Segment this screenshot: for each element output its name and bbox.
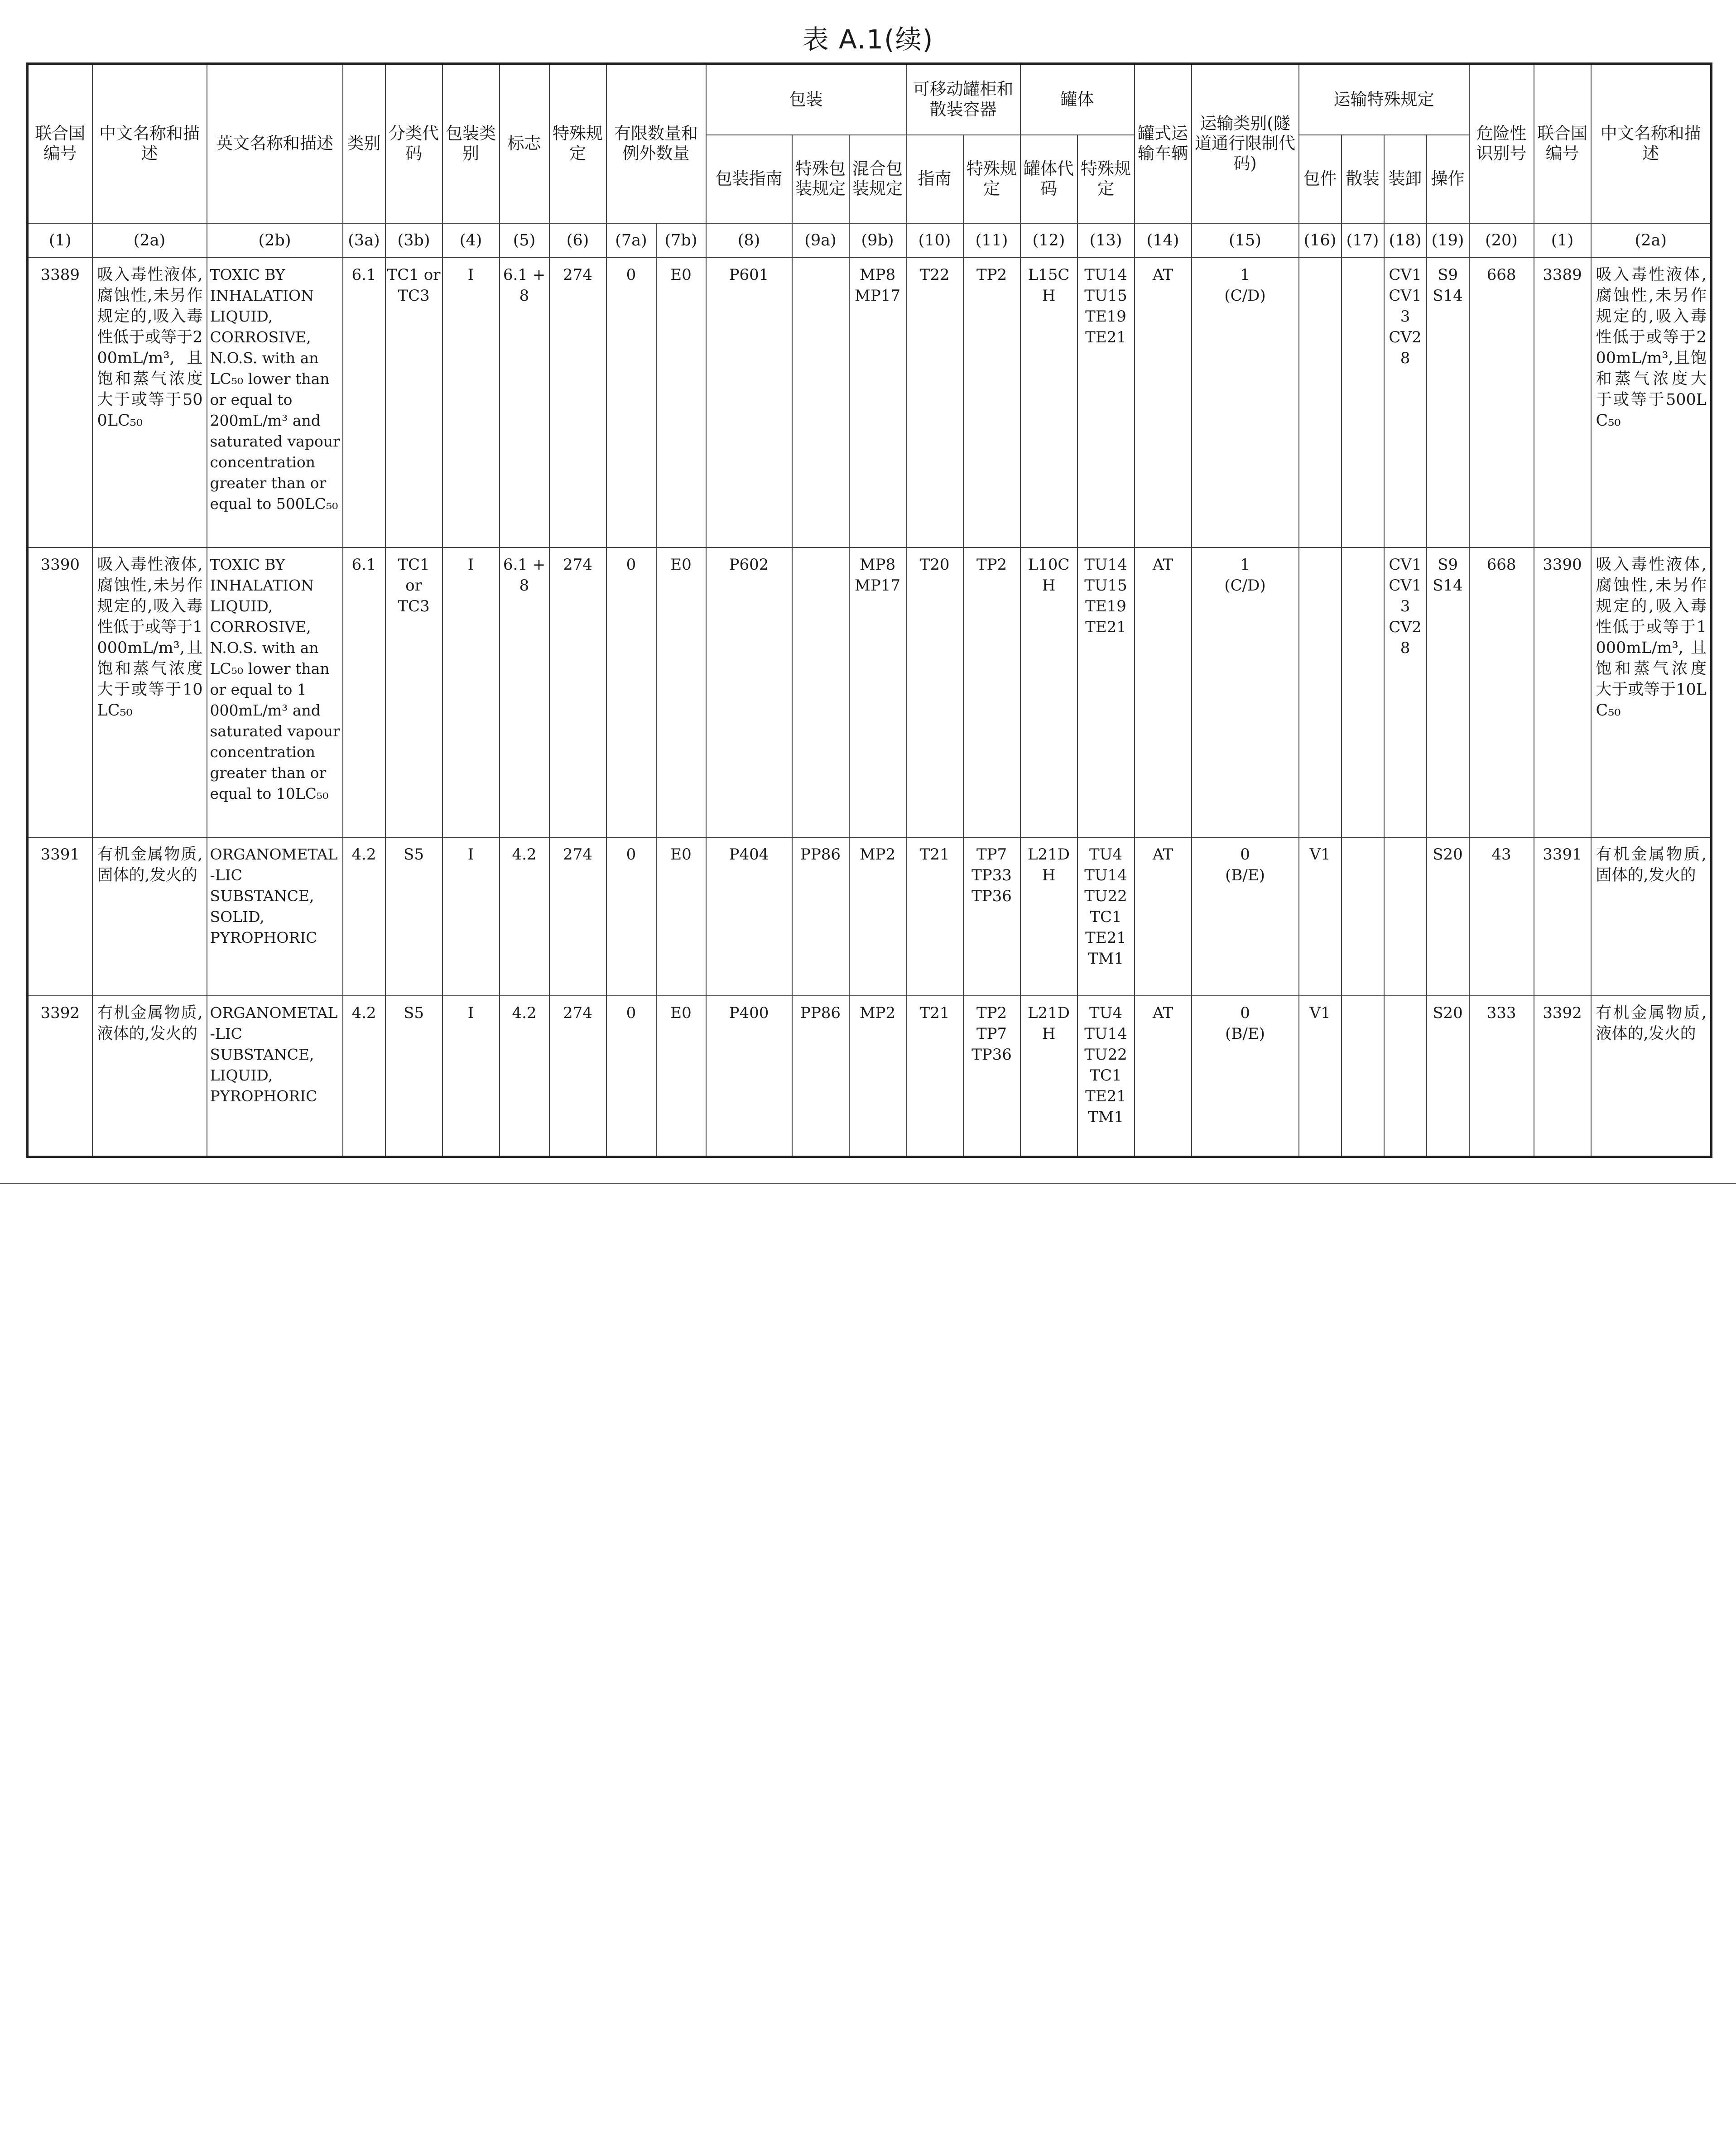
column-number: (2b) <box>207 223 343 258</box>
column-number: (7a) <box>606 223 656 258</box>
column-number: (5) <box>500 223 549 258</box>
column-number: (1) <box>1534 223 1591 258</box>
cell-name-cn-2: 有机金属物质,固体的,发火的 <box>1591 837 1712 996</box>
cell-name-en: TOXIC BY INHALATION LIQUID, CORROSIVE, N.O.S. with an LC₅₀ lower than or equal to 200mL/m³ and saturated vapour concentration greater than or equal to 500LC₅₀ <box>207 258 343 547</box>
cell-un-no-2: 3390 <box>1534 547 1591 837</box>
column-number: (1) <box>28 223 92 258</box>
header-portable-tanks: 可移动罐柜和散装容器 <box>906 64 1020 135</box>
cell-name-cn-2: 有机金属物质,液体的,发火的 <box>1591 996 1712 1157</box>
header-un-no-2: 联合国编号 <box>1534 64 1591 223</box>
column-number: (9b) <box>849 223 906 258</box>
cell-tank-code: L21DH <box>1020 837 1077 996</box>
cell-transport-category: 0 (B/E) <box>1192 837 1299 996</box>
cell-hazard-id: 43 <box>1469 837 1534 996</box>
cell-un-no-2: 3391 <box>1534 837 1591 996</box>
cell-packing-group: I <box>442 547 500 837</box>
column-number: (17) <box>1342 223 1384 258</box>
cell-class: 4.2 <box>343 996 385 1157</box>
header-special-provisions: 特殊规定 <box>549 64 606 223</box>
column-number: (13) <box>1077 223 1135 258</box>
cell-special-provisions: 274 <box>549 837 606 996</box>
cell-bulk <box>1342 837 1384 996</box>
cell-pt-instructions: T20 <box>906 547 963 837</box>
page-divider-line <box>0 1183 1736 1184</box>
column-number: (10) <box>906 223 963 258</box>
cell-tank-special: TU4 TU14 TU22 TC1 TE21 TM1 <box>1077 837 1135 996</box>
cell-packages: V1 <box>1299 837 1342 996</box>
cell-pt-special: TP2 <box>963 258 1020 547</box>
column-number: (11) <box>963 223 1020 258</box>
cell-name-cn: 吸入毒性液体,腐蚀性,未另作规定的,吸入毒性低于或等于200mL/m³,且饱和蒸气浓度大于或等于500LC₅₀ <box>92 258 207 547</box>
column-number: (4) <box>442 223 500 258</box>
header-special-packing: 特殊包装规定 <box>792 135 849 223</box>
cell-limited-quantity: 0 <box>606 547 656 837</box>
cell-special-provisions: 274 <box>549 996 606 1157</box>
cell-name-cn: 吸入毒性液体,腐蚀性,未另作规定的,吸入毒性低于或等于1 000mL/m³,且饱和蒸气浓度大于或等于10LC₅₀ <box>92 547 207 837</box>
cell-un-no: 3390 <box>28 547 92 837</box>
cell-class-code: S5 <box>385 837 442 996</box>
header-tank-special: 特殊规定 <box>1077 135 1135 223</box>
header-transport-special: 运输特殊规定 <box>1299 64 1469 135</box>
dangerous-goods-table <box>26 62 1712 1158</box>
cell-class-code: TC1 or TC3 <box>385 547 442 837</box>
cell-mixed-packing: MP8 MP17 <box>849 547 906 837</box>
column-number: (14) <box>1135 223 1192 258</box>
column-number: (2a) <box>92 223 207 258</box>
column-number: (2a) <box>1591 223 1712 258</box>
cell-tank-code: L10CH <box>1020 547 1077 837</box>
column-number: (16) <box>1299 223 1342 258</box>
cell-tank-code: L21DH <box>1020 996 1077 1157</box>
cell-class-code: TC1 or TC3 <box>385 258 442 547</box>
cell-loading <box>1384 837 1427 996</box>
table-row <box>28 547 1712 837</box>
column-number: (15) <box>1192 223 1299 258</box>
cell-class: 6.1 <box>343 258 385 547</box>
cell-special-provisions: 274 <box>549 258 606 547</box>
column-number: (20) <box>1469 223 1534 258</box>
cell-bulk <box>1342 996 1384 1157</box>
table-row <box>28 996 1712 1157</box>
cell-packages: V1 <box>1299 996 1342 1157</box>
column-number: (8) <box>706 223 792 258</box>
cell-vehicle: AT <box>1135 547 1192 837</box>
cell-special-provisions: 274 <box>549 547 606 837</box>
cell-name-en: TOXIC BY INHALATION LIQUID, CORROSIVE, N.O.S. with an LC₅₀ lower than or equal to 1 000mL/m³ and saturated vapour concentration greater than or equal to 10LC₅₀ <box>207 547 343 837</box>
cell-class-code: S5 <box>385 996 442 1157</box>
cell-special-packing: PP86 <box>792 996 849 1157</box>
cell-vehicle: AT <box>1135 258 1192 547</box>
cell-loading <box>1384 996 1427 1157</box>
cell-name-en: ORGANOMETAL-LIC SUBSTANCE, SOLID, PYROPHORIC <box>207 837 343 996</box>
cell-limited-quantity: 0 <box>606 258 656 547</box>
cell-tank-special: TU14 TU15 TE19 TE21 <box>1077 547 1135 837</box>
column-number: (19) <box>1427 223 1469 258</box>
column-number: (3a) <box>343 223 385 258</box>
column-number: (9a) <box>792 223 849 258</box>
table-row <box>28 258 1712 547</box>
cell-labels: 4.2 <box>500 996 549 1157</box>
column-number: (7b) <box>656 223 706 258</box>
cell-pt-instructions: T21 <box>906 837 963 996</box>
cell-excepted-quantity: E0 <box>656 547 706 837</box>
header-name-en: 英文名称和描述 <box>207 64 343 223</box>
cell-operation: S20 <box>1427 996 1469 1157</box>
cell-packing-group: I <box>442 258 500 547</box>
cell-packing-instructions: P400 <box>706 996 792 1157</box>
cell-labels: 4.2 <box>500 837 549 996</box>
cell-vehicle: AT <box>1135 996 1192 1157</box>
header-tank: 罐体 <box>1020 64 1135 135</box>
header-class-code: 分类代码 <box>385 64 442 223</box>
cell-packing-group: I <box>442 837 500 996</box>
cell-packages <box>1299 547 1342 837</box>
column-number: (12) <box>1020 223 1077 258</box>
cell-tank-special: TU14 TU15 TE19 TE21 <box>1077 258 1135 547</box>
table-title: 表 A.1(续) <box>802 24 934 55</box>
column-number-row <box>28 223 1712 258</box>
cell-name-en: ORGANOMETAL-LIC SUBSTANCE, LIQUID, PYROPHORIC <box>207 996 343 1157</box>
cell-hazard-id: 333 <box>1469 996 1534 1157</box>
cell-hazard-id: 668 <box>1469 547 1534 837</box>
cell-mixed-packing: MP2 <box>849 837 906 996</box>
header-bulk: 散装 <box>1342 135 1384 223</box>
header-limited-excepted: 有限数量和例外数量 <box>606 64 706 223</box>
cell-operation: S20 <box>1427 837 1469 996</box>
table-row <box>28 837 1712 996</box>
cell-packages <box>1299 258 1342 547</box>
header-operation: 操作 <box>1427 135 1469 223</box>
cell-tank-special: TU4 TU14 TU22 TC1 TE21 TM1 <box>1077 996 1135 1157</box>
cell-special-packing <box>792 547 849 837</box>
cell-packing-instructions: P602 <box>706 547 792 837</box>
cell-pt-special: TP7 TP33 TP36 <box>963 837 1020 996</box>
cell-name-cn-2: 吸入毒性液体,腐蚀性,未另作规定的,吸入毒性低于或等于1 000mL/m³,且饱和蒸气浓度大于或等于10LC₅₀ <box>1591 547 1712 837</box>
header-transport-category: 运输类别(隧道通行限制代码) <box>1192 64 1299 223</box>
header-tank-code: 罐体代码 <box>1020 135 1077 223</box>
header-name-cn-2: 中文名称和描述 <box>1591 64 1712 223</box>
cell-excepted-quantity: E0 <box>656 258 706 547</box>
cell-transport-category: 1 (C/D) <box>1192 547 1299 837</box>
cell-class: 6.1 <box>343 547 385 837</box>
cell-un-no-2: 3389 <box>1534 258 1591 547</box>
cell-limited-quantity: 0 <box>606 996 656 1157</box>
cell-name-cn: 有机金属物质,液体的,发火的 <box>92 996 207 1157</box>
cell-pt-special: TP2 <box>963 547 1020 837</box>
header-class: 类别 <box>343 64 385 223</box>
cell-packing-group: I <box>442 996 500 1157</box>
cell-operation: S9 S14 <box>1427 258 1469 547</box>
cell-excepted-quantity: E0 <box>656 837 706 996</box>
cell-name-cn-2: 吸入毒性液体,腐蚀性,未另作规定的,吸入毒性低于或等于200mL/m³,且饱和蒸气浓度大于或等于500LC₅₀ <box>1591 258 1712 547</box>
cell-un-no: 3389 <box>28 258 92 547</box>
cell-un-no: 3391 <box>28 837 92 996</box>
column-number: (6) <box>549 223 606 258</box>
header-row-1 <box>28 64 1712 135</box>
cell-hazard-id: 668 <box>1469 258 1534 547</box>
column-number: (18) <box>1384 223 1427 258</box>
header-name-cn: 中文名称和描述 <box>92 64 207 223</box>
cell-bulk <box>1342 258 1384 547</box>
cell-un-no: 3392 <box>28 996 92 1157</box>
header-packing-instructions: 包装指南 <box>706 135 792 223</box>
cell-loading: CV1 CV13 CV28 <box>1384 547 1427 837</box>
cell-pt-instructions: T22 <box>906 258 963 547</box>
header-hazard-id: 危险性识别号 <box>1469 64 1534 223</box>
header-vehicle: 罐式运输车辆 <box>1135 64 1192 223</box>
header-packaging: 包装 <box>706 64 906 135</box>
header-labels: 标志 <box>500 64 549 223</box>
cell-un-no-2: 3392 <box>1534 996 1591 1157</box>
cell-pt-instructions: T21 <box>906 996 963 1157</box>
cell-transport-category: 0 (B/E) <box>1192 996 1299 1157</box>
cell-class: 4.2 <box>343 837 385 996</box>
header-pt-special: 特殊规定 <box>963 135 1020 223</box>
column-number: (3b) <box>385 223 442 258</box>
cell-mixed-packing: MP8 MP17 <box>849 258 906 547</box>
cell-excepted-quantity: E0 <box>656 996 706 1157</box>
cell-limited-quantity: 0 <box>606 837 656 996</box>
header-packages: 包件 <box>1299 135 1342 223</box>
cell-vehicle: AT <box>1135 837 1192 996</box>
header-mixed-packing: 混合包装规定 <box>849 135 906 223</box>
header-pt-instructions: 指南 <box>906 135 963 223</box>
cell-tank-code: L15CH <box>1020 258 1077 547</box>
cell-transport-category: 1 (C/D) <box>1192 258 1299 547</box>
header-loading: 装卸 <box>1384 135 1427 223</box>
cell-bulk <box>1342 547 1384 837</box>
cell-packing-instructions: P601 <box>706 258 792 547</box>
header-un-no: 联合国编号 <box>28 64 92 223</box>
cell-name-cn: 有机金属物质,固体的,发火的 <box>92 837 207 996</box>
cell-labels: 6.1 + 8 <box>500 258 549 547</box>
cell-special-packing <box>792 258 849 547</box>
cell-pt-special: TP2 TP7 TP36 <box>963 996 1020 1157</box>
cell-special-packing: PP86 <box>792 837 849 996</box>
cell-loading: CV1 CV13 CV28 <box>1384 258 1427 547</box>
header-packing-group: 包装类别 <box>442 64 500 223</box>
cell-packing-instructions: P404 <box>706 837 792 996</box>
cell-mixed-packing: MP2 <box>849 996 906 1157</box>
cell-operation: S9 S14 <box>1427 547 1469 837</box>
cell-labels: 6.1 + 8 <box>500 547 549 837</box>
